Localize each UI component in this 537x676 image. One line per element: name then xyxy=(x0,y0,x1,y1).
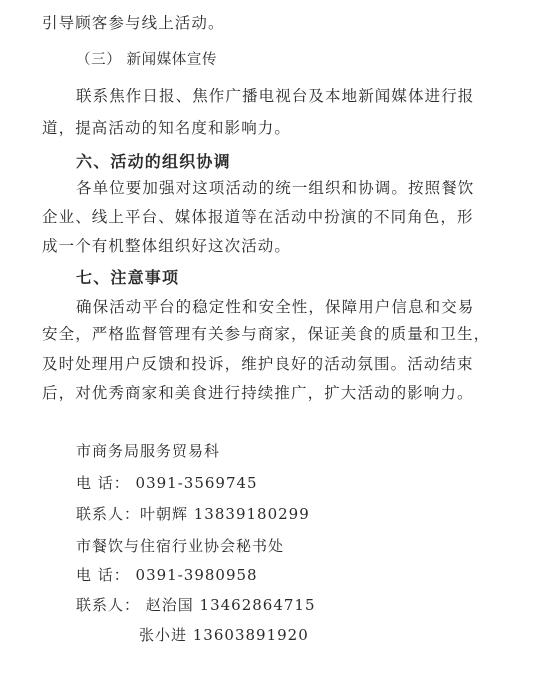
contact-phone: 电 话： 0391-3569745 xyxy=(76,474,258,492)
body-text-line: 成一个有机整体组织好这次活动。 xyxy=(42,237,292,255)
subsection-heading: （三） 新闻媒体宣传 xyxy=(76,52,218,68)
section-heading: 七、注意事项 xyxy=(76,268,180,287)
contact-department: 市餐饮与住宿行业协会秘书处 xyxy=(76,537,285,555)
body-text-line: 后，对优秀商家和美食进行持续推广，扩大活动的影响力。 xyxy=(42,384,474,402)
body-text-line: 安全，严格监督管理有关参与商家，保证美食的质量和卫生， xyxy=(42,325,491,343)
body-text-line: 道，提高活动的知名度和影响力。 xyxy=(42,119,292,137)
body-text-line: 联系焦作日报、焦作广播电视台及本地新闻媒体进行报 xyxy=(76,87,475,105)
body-text-line: 及时处理用户反馈和投诉，维护良好的活动氛围。活动结束 xyxy=(42,355,474,373)
contact-person: 联系人： 赵治国 13462864715 xyxy=(76,596,316,614)
contact-phone: 电 话： 0391-3980958 xyxy=(76,566,258,584)
body-text-line: 确保活动平台的稳定性和安全性，保障用户信息和交易 xyxy=(76,298,475,316)
contact-person: 张小进 13603891920 xyxy=(139,626,309,644)
contact-department: 市商务局服务贸易科 xyxy=(76,442,221,460)
section-heading: 六、活动的组织协调 xyxy=(76,152,231,171)
body-text-line: 引导顾客参与线上活动。 xyxy=(42,14,225,32)
body-text-line: 各单位要加强对这项活动的统一组织和协调。按照餐饮 xyxy=(76,179,475,197)
contact-person: 联系人：叶朝辉 13839180299 xyxy=(76,505,310,523)
body-text-line: 企业、线上平台、媒体报道等在活动中扮演的不同角色，形 xyxy=(42,208,474,226)
